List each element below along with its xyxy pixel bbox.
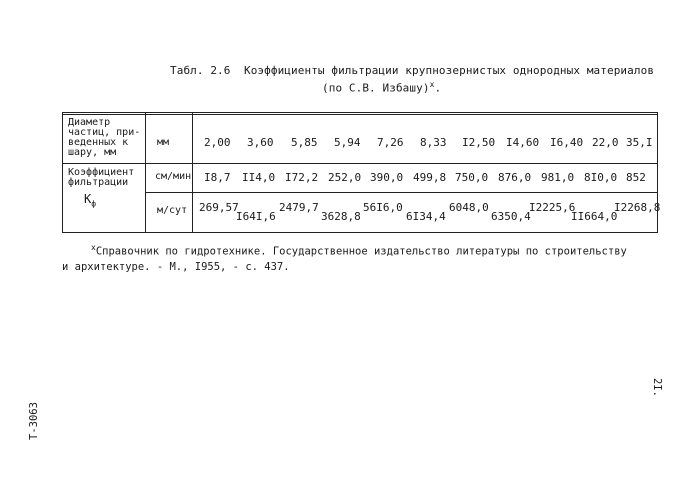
coef-day-value: 6350,4: [491, 210, 531, 223]
table-subrow-divider: [145, 192, 658, 193]
coef-day-value: I2225,6: [529, 201, 576, 214]
coef-cm-value: 981,0: [541, 171, 575, 184]
table-subtitle: (по С.В. Избашу)$^x$.: [322, 80, 442, 95]
coef-cm-value: 876,0: [498, 171, 532, 184]
table-title: Коэффициенты фильтрации крупнозернистых однородных материалов: [243, 64, 655, 77]
coef-cm-value: 499,8: [413, 171, 447, 184]
coef-cm-value: II4,0: [242, 171, 276, 184]
table-unit-divider: [192, 112, 193, 232]
coef-cm-value: 252,0: [328, 171, 362, 184]
coef-day-value: 2479,7: [279, 201, 319, 214]
page-number: 2I.: [651, 378, 663, 397]
diameter-value: 5,85: [291, 136, 318, 149]
diameter-value: 8,33: [420, 136, 447, 149]
coef-day-value: 6048,0: [449, 201, 489, 214]
coef-day-value: 3628,8: [321, 210, 361, 223]
coef-day-value: 6I34,4: [406, 210, 446, 223]
table-label: Табл. 2.6: [170, 64, 231, 77]
coef-cm-value: 8I0,0: [584, 171, 618, 184]
document-code: Т-3063: [28, 402, 40, 440]
diameter-value: 35,I: [626, 136, 653, 149]
table-header-divider: [145, 112, 146, 232]
footnote-line-2: и архитектуре. - М., I955, - с. 437.: [62, 261, 290, 273]
coef-cm-value: I8,7: [204, 171, 231, 184]
diameter-value: 22,0: [592, 136, 619, 149]
unit-m-per-day: м/сут: [157, 205, 188, 216]
table-row-divider: [62, 163, 658, 164]
coef-cm-value: 390,0: [370, 171, 404, 184]
coef-day-value: I2268,8: [614, 201, 661, 214]
table-top-border: [62, 112, 658, 113]
table-top-border-double: [62, 114, 658, 115]
diameter-value: 3,60: [247, 136, 274, 149]
footnote-mark: x: [429, 80, 435, 89]
diameter-value: I2,50: [462, 136, 496, 149]
diameter-value: 7,26: [377, 136, 404, 149]
row1-unit: мм: [157, 137, 170, 148]
table-left-border: [62, 112, 63, 232]
diameter-value: I6,40: [550, 136, 584, 149]
footnote-line-1: $^x$Справочник по гидротехнике. Государственное издательство литературы по строительству: [91, 243, 627, 258]
row1-header: Диаметр частиц, при- веденных к шару, мм: [68, 117, 141, 158]
coef-cm-value: 750,0: [455, 171, 489, 184]
coef-day-value: 56I6,0: [363, 201, 403, 214]
diameter-value: I4,60: [506, 136, 540, 149]
coef-day-value: 269,57: [199, 201, 239, 214]
table-right-border: [657, 112, 658, 232]
coef-cm-value: 852: [626, 171, 646, 184]
unit-cm-per-min: см/мин: [155, 171, 192, 182]
coef-day-value: II664,0: [571, 210, 618, 223]
table-bottom-border: [62, 232, 658, 233]
coef-cm-value: I72,2: [285, 171, 319, 184]
table-caption: [170, 64, 654, 77]
coef-day-value: I64I,6: [236, 210, 276, 223]
footnote-mark: x: [91, 243, 96, 252]
filtration-symbol: $К_ф$: [84, 192, 97, 209]
diameter-value: 2,00: [204, 136, 231, 149]
diameter-value: 5,94: [334, 136, 361, 149]
row2-header: Коэффициент фильтрации: [68, 167, 135, 188]
